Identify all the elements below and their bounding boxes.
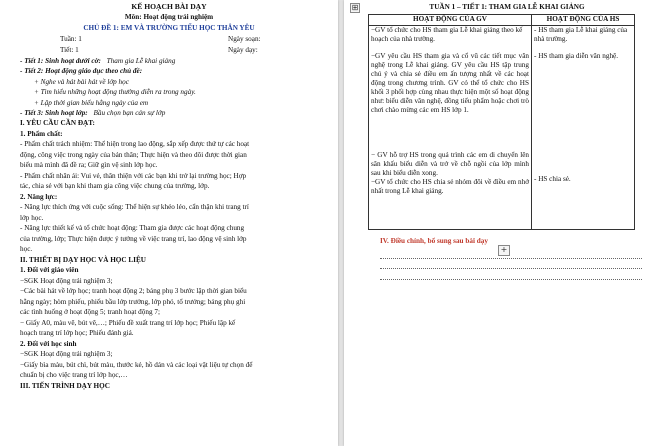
lesson-2-item: + Lập thời gian biểu hằng ngày của em: [34, 99, 149, 107]
teacher-cell[interactable]: − GV hỗ trợ HS trong quá trình các em di chuyển lên sân khấu biểu diễn và trở về chỗ ngồi của lớp mình sau khi biểu diễn xong. −GV tổ chức cho HS chia sẻ nhóm đôi về điều em nhớ nhất trong Lễ khai giảng.: [369, 151, 532, 230]
table-row: [369, 52, 635, 151]
teacher-item: hoạch trang trí lớp học; Phiếu đánh giá.: [20, 329, 134, 337]
dotted-line: [380, 268, 642, 269]
subject-line: Môn: Hoạt động trải nghiệm: [124, 13, 214, 21]
lesson-2-label: - Tiết 2: Hoạt động giáo dục theo chủ đề:: [20, 67, 143, 75]
section-2-heading: II. THIẾT BỊ DẠY HỌC VÀ HỌC LIỆU: [20, 256, 146, 264]
lesson-heading: TUẦN 1 – TIẾT 1: THAM GIA LỄ KHAI GIẢNG: [429, 3, 585, 11]
student-cell[interactable]: - HS tham gia Lễ khai giảng của nhà trường.: [532, 26, 635, 53]
lesson-2-item: + Nghe và hát bài hát về lớp học: [34, 78, 129, 86]
table-move-handle-icon[interactable]: ⊞: [351, 3, 359, 12]
paragraph-line: - Phẩm chất nhân ái: Vui vẻ, thân thiện với các bạn khi trở lại trường học; Hợp: [20, 172, 247, 180]
section-1-heading: I. YÊU CẦU CẦN ĐẠT:: [20, 119, 95, 127]
activities-table: [368, 14, 635, 230]
header-teacher-activity: HOẠT ĐỘNG CỦA GV: [369, 15, 532, 26]
dotted-line: [380, 258, 642, 259]
teacher-item: các tình huống ở hoạt động 5; tranh hoạt động 7;: [20, 308, 160, 316]
teacher-item: hằng ngày; hòm phiếu, phiếu bầu lớp trưởng, lớp phó, tổ trưởng; bảng phụ ghi: [20, 298, 246, 306]
lesson-3-line: [20, 109, 165, 118]
lesson-2-item: + Tìm hiểu những hoạt động thường diễn ra trong ngày.: [34, 88, 196, 96]
table-row: [369, 151, 635, 230]
subsection-student: 2. Đối với học sinh: [20, 340, 77, 348]
lesson-1-label: - Tiết 1: Sinh hoạt dưới cờ:: [20, 57, 101, 65]
paragraph-line: - Phẩm chất trách nhiệm: Thể hiện trong lao động, sắp xếp được thứ tự các hoạt: [20, 140, 250, 148]
teacher-cell[interactable]: −GV yêu cầu HS tham gia và cổ vũ các tiết mục văn nghệ trong Lễ khai giảng. GV yêu cầu HS tập trung chú ý và chia sẻ điều em ấn tượng nhất về các hoạt động trong chương trình. GV có thể tổ chức cho HS khối 3 phối hợp cùng nhau thực hiện một số hoạt động như: biểu diễn văn nghệ, đồng tiểu phẩm hoặc chơi trò chơi chào mừng các em HS lớp 1.: [369, 52, 532, 151]
lesson-1-line: [20, 57, 175, 66]
teacher-item: − Giấy A0, màu vẽ, bút vẽ,…; Phiếu đề xuất trang trí lớp học; Phiếu lập kế: [20, 319, 236, 327]
student-cell[interactable]: - HS tham gia diễn văn nghệ.: [532, 52, 635, 151]
section-3-heading: III. TIẾN TRÌNH DẠY HỌC: [20, 382, 110, 390]
date-teach-label: Ngày dạy:: [228, 46, 258, 54]
table-header-row: [369, 15, 635, 26]
topic-heading: CHỦ ĐỀ 1: EM VÀ TRƯỜNG TIỂU HỌC THÂN YÊU: [83, 24, 255, 32]
paragraph-line: học.: [20, 245, 33, 253]
add-row-plus-icon[interactable]: +: [498, 245, 510, 256]
lesson-3-label: - Tiết 3: Sinh hoạt lớp:: [20, 109, 88, 117]
student-cell[interactable]: - HS chia sẻ.: [532, 151, 635, 230]
paragraph-line: lớp học.: [20, 214, 44, 222]
lesson-plan-title: KẾ HOẠCH BÀI DẠY: [131, 2, 207, 11]
paragraph-line: động, công việc trong ngày của bản thân; Thực hiện và theo dõi được thời gian: [20, 151, 247, 159]
document-page-right: [344, 0, 650, 446]
subsection-teacher: 1. Đối với giáo viên: [20, 266, 79, 274]
lesson-label: Tiết: 1: [60, 46, 79, 54]
date-prep-label: Ngày soạn:: [228, 35, 261, 43]
teacher-item: −Các bài hát về lớp học; tranh hoạt động 2; bảng phụ 3 bước lập thời gian biểu: [20, 287, 247, 295]
student-item: −SGK Hoạt động trải nghiệm 3;: [20, 350, 113, 358]
paragraph-line: tác, chia sẻ với bạn khi tham gia công việc chung của trường, lớp.: [20, 182, 210, 190]
section-4-heading: IV. Điều chỉnh, bổ sung sau bài dạy: [380, 237, 488, 245]
subsection-qualities: 1. Phẩm chất:: [20, 130, 63, 138]
teacher-cell[interactable]: −GV tổ chức cho HS tham gia Lễ khai giảng theo kế hoạch của nhà trường.: [369, 26, 532, 53]
dotted-line: [380, 279, 642, 280]
lesson-1-value: Tham gia Lễ khai giảng: [106, 57, 176, 65]
lesson-3-value: Bầu chọn bạn cán sự lớp: [93, 109, 166, 117]
paragraph-line: của trường, lớp; Thực hiện được ý tưởng về việc trang trí, lao động vệ sinh lớp: [20, 235, 247, 243]
header-student-activity: HOẠT ĐỘNG CỦA HS: [532, 15, 635, 26]
paragraph-line: - Năng lực thích ứng với cuộc sống: Thể hiện sự khéo léo, cẩn thận khi trang trí: [20, 203, 249, 211]
paragraph-line: biểu mà mình đã đề ra; Giữ gìn vệ sinh lớp học.: [20, 161, 158, 169]
teacher-item: −SGK Hoạt động trải nghiệm 3;: [20, 277, 113, 285]
table-row: [369, 26, 635, 53]
paragraph-line: - Năng lực thiết kế và tổ chức hoạt động: Tham gia được các hoạt động chung: [20, 224, 245, 232]
student-item: −Giấy bìa màu, bút chì, bút màu, thước kẻ, hồ dán và các loại vật liệu tự chọn để: [20, 361, 253, 369]
student-item: chuẩn bị cho việc trang trí lớp học,…: [20, 371, 128, 379]
week-label: Tuần: 1: [60, 35, 82, 43]
subsection-competencies: 2. Năng lực:: [20, 193, 58, 201]
